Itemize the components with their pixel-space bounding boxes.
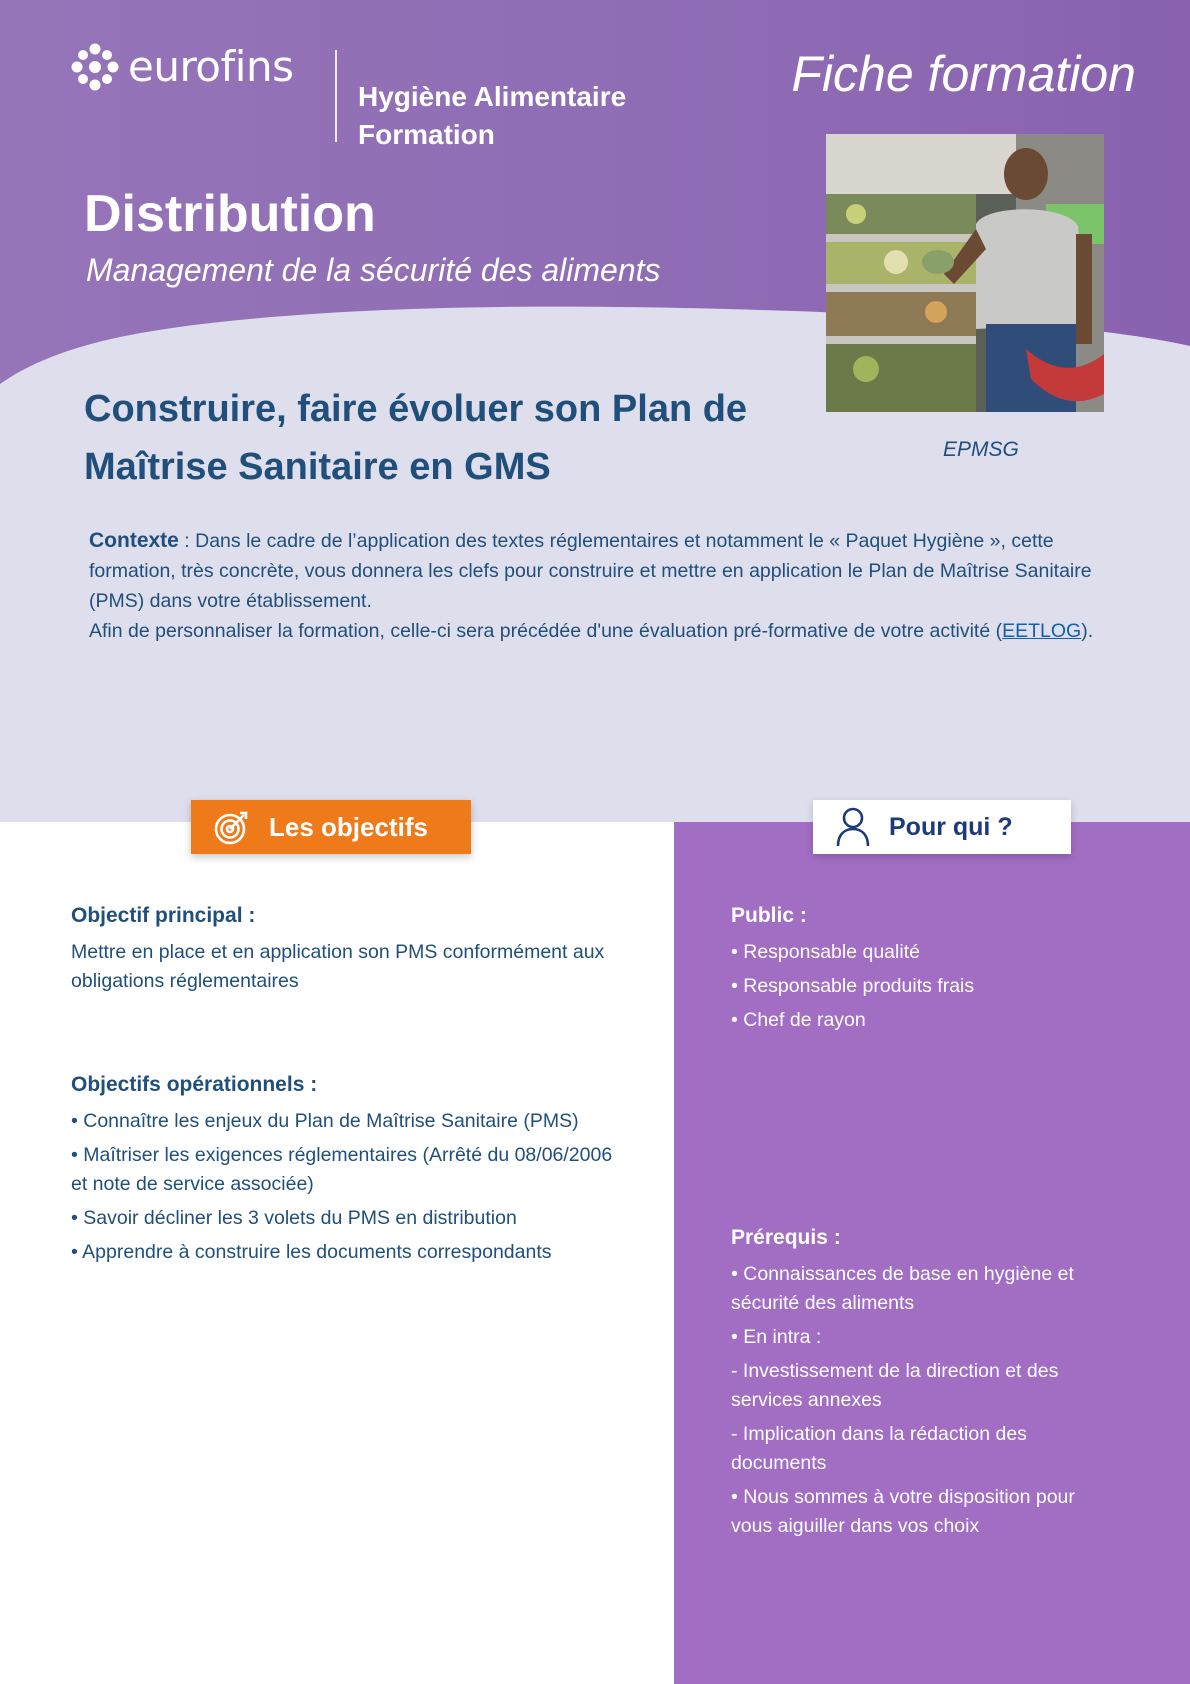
eurofins-dots-logo-icon bbox=[70, 42, 120, 92]
public-section bbox=[731, 902, 1111, 1040]
context-separator: : bbox=[178, 530, 196, 552]
division-line-1: Hygiène Alimentaire bbox=[358, 81, 627, 112]
context-text-2a: Afin de personnaliser la formation, celle-ci sera précédée d'une évaluation pré-formative de votre activité ( bbox=[89, 620, 1003, 642]
person-icon bbox=[835, 806, 871, 848]
list-item: • Maîtriser les exigences réglementaires (Arrêté du 08/06/2006 et note de service associée) bbox=[71, 1144, 613, 1195]
list-item: - Investissement de la direction et des services annexes bbox=[731, 1360, 1059, 1411]
course-code: EPMSG bbox=[943, 438, 1019, 461]
operational-objectives bbox=[71, 1071, 631, 1272]
operational-objectives-label: Objectifs opérationnels : bbox=[71, 1073, 318, 1096]
list-item: • Connaître les enjeux du Plan de Maîtrise Sanitaire (PMS) bbox=[71, 1110, 579, 1132]
context-text: Dans le cadre de l’application des textes réglementaires et notamment le « Paquet Hygiène », cette formation, très concrète, vous donnera les clefs pour construire et mettre en application le Plan de Maîtrise Sanitaire (PMS) dans votre établissement. bbox=[89, 530, 1092, 612]
division-name bbox=[358, 78, 626, 154]
context-label: Contexte bbox=[89, 529, 179, 552]
context-block bbox=[89, 526, 1099, 646]
prerequisites-section bbox=[731, 1224, 1111, 1537]
list-item: • En intra : bbox=[731, 1326, 822, 1348]
document-type: Fiche formation bbox=[791, 46, 1136, 102]
main-objective-label: Objectif principal : bbox=[71, 904, 256, 927]
public-label: Public : bbox=[731, 904, 807, 927]
objectives-header-label: Les objectifs bbox=[269, 811, 428, 842]
list-item: • Chef de rayon bbox=[731, 1009, 866, 1031]
audience-header bbox=[813, 800, 1071, 854]
list-item: • Nous sommes à votre disposition pour vous aiguiller dans vos choix bbox=[731, 1486, 1075, 1537]
logo-divider bbox=[335, 50, 337, 142]
course-title: Construire, faire évoluer son Plan de Maîtrise Sanitaire en GMS bbox=[84, 388, 748, 488]
audience-header-label: Pour qui ? bbox=[889, 812, 1013, 841]
list-item: • Apprendre à construire les documents correspondants bbox=[71, 1241, 552, 1263]
prerequisites-label: Prérequis : bbox=[731, 1226, 841, 1249]
eetlog-link[interactable]: EETLOG bbox=[1002, 620, 1082, 642]
list-item: • Responsable qualité bbox=[731, 941, 920, 963]
sector-subtitle: Management de la sécurité des aliments bbox=[86, 252, 661, 288]
eurofins-logo bbox=[70, 42, 293, 92]
list-item: • Connaissances de base en hygiène et sécurité des aliments bbox=[731, 1263, 1074, 1314]
shopper-photo bbox=[826, 134, 1104, 412]
list-item: • Savoir décliner les 3 volets du PMS en distribution bbox=[71, 1207, 517, 1229]
target-icon bbox=[213, 808, 251, 846]
context-paragraph-2 bbox=[89, 616, 1099, 646]
division-line-2: Formation bbox=[358, 119, 495, 150]
main-objective-text: Mettre en place et en application son PMS conformément aux obligations réglementaires bbox=[71, 941, 605, 992]
objectives-header bbox=[191, 800, 471, 854]
context-paragraph-1 bbox=[89, 526, 1099, 616]
list-item: • Responsable produits frais bbox=[731, 975, 975, 997]
context-text-2b: ). bbox=[1081, 620, 1094, 642]
sector-title: Distribution bbox=[84, 185, 376, 243]
main-objective bbox=[71, 902, 631, 1001]
logo-wordmark: eurofins bbox=[128, 42, 294, 91]
list-item: - Implication dans la rédaction des documents bbox=[731, 1423, 1027, 1474]
